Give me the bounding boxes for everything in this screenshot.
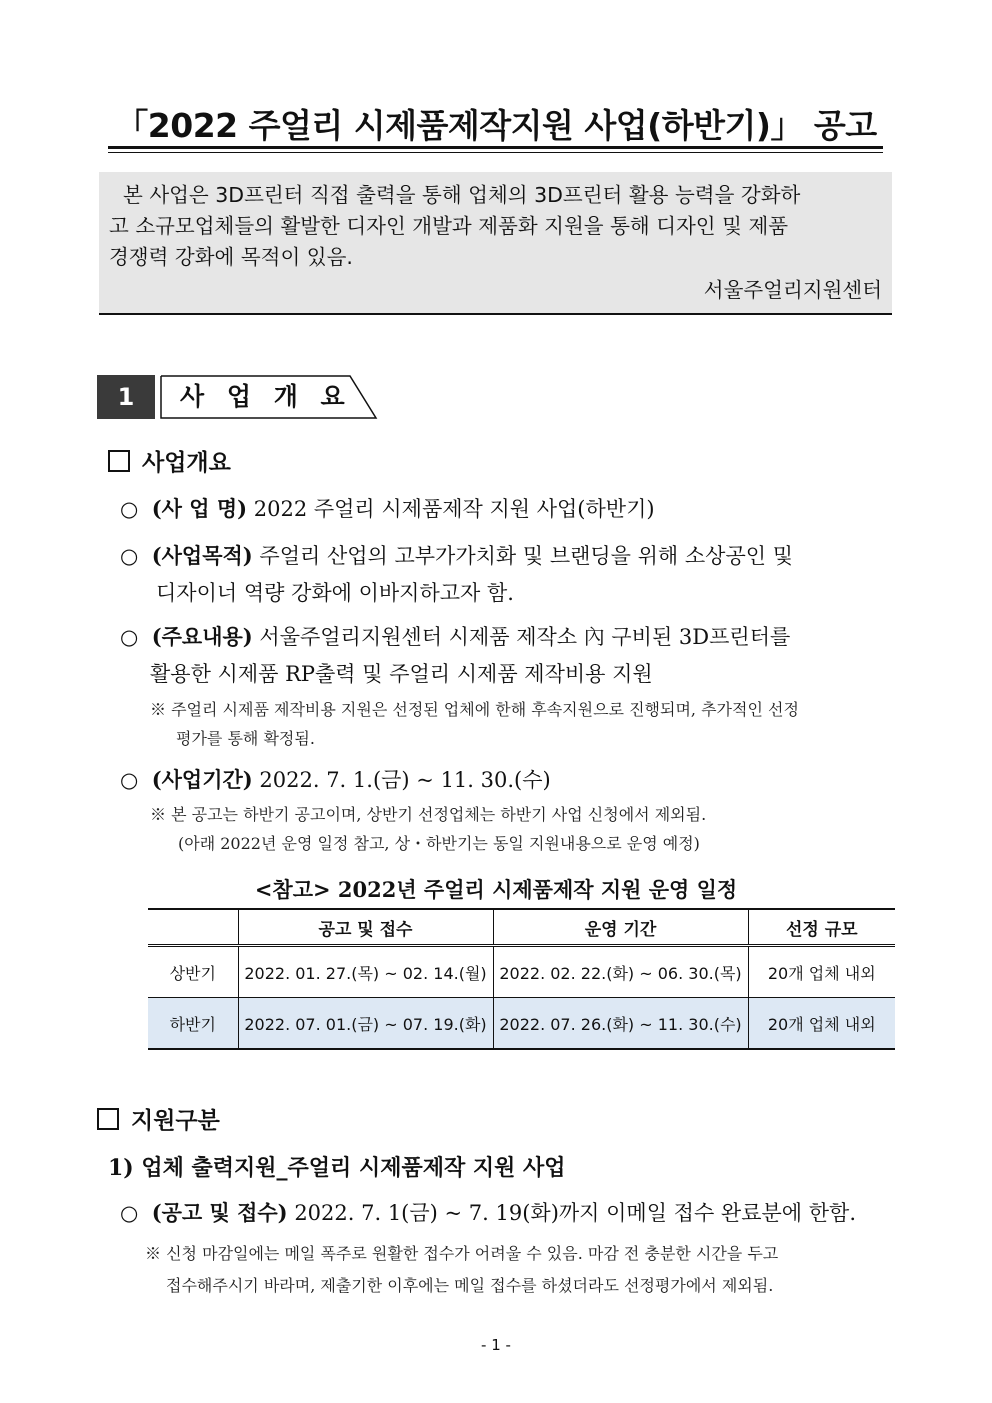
circle-bullet-icon: ○ xyxy=(120,497,139,521)
summary-organization: 서울주얼리지원센터 xyxy=(703,278,882,302)
header-announcement: 공고 및 접수 xyxy=(238,909,493,946)
support-item-receipt xyxy=(120,1197,856,1227)
row-half: 상반기 xyxy=(148,946,238,998)
summary-line-3: 경쟁력 강화에 목적이 있음. xyxy=(109,245,353,269)
note-period-line-1: ※ 본 공고는 하반기 공고이며, 상반기 선정업체는 하반기 사업 신청에서 제외됨. xyxy=(150,805,707,824)
item-label: (공고 및 접수) xyxy=(151,1200,288,1225)
item-text: 2022. 7. 1.(금) ~ 11. 30.(수) xyxy=(259,768,551,792)
support-sub-heading: 1) 업체 출력지원_주얼리 시제품제작 지원 사업 xyxy=(108,1155,566,1181)
summary-box xyxy=(99,172,892,315)
overview-item-period xyxy=(120,764,551,794)
table-header-row xyxy=(148,909,895,946)
table-row xyxy=(148,998,895,1050)
row-operation-period: 2022. 07. 26.(화) ~ 11. 30.(수) xyxy=(493,998,748,1050)
item-label: (사업기간) xyxy=(151,767,253,792)
circle-bullet-icon: ○ xyxy=(120,1201,139,1225)
support-note-line-1: ※ 신청 마감일에는 메일 폭주로 원활한 접수가 어려울 수 있음. 마감 전 충분한 시간을 두고 xyxy=(145,1244,779,1263)
item-label: (사 업 명) xyxy=(151,496,248,521)
note-content-line-1: ※ 주얼리 시제품 제작비용 지원은 선정된 업체에 한해 후속지원으로 진행되며, 추가적인 선정 xyxy=(150,700,799,719)
schedule-title: <참고> 2022년 주얼리 시제품제작 지원 운영 일정 xyxy=(254,877,738,902)
header-selection-scale: 선정 규모 xyxy=(748,909,895,946)
row-announcement: 2022. 01. 27.(목) ~ 02. 14.(월) xyxy=(238,946,493,998)
note-period-line-2: (아래 2022년 운영 일정 참고, 상・하반기는 동일 지원내용으로 운영 예정) xyxy=(178,834,700,853)
row-operation-period: 2022. 02. 22.(화) ~ 06. 30.(목) xyxy=(493,946,748,998)
checkbox-square-icon xyxy=(108,450,130,472)
item-label: (주요내용) xyxy=(151,624,253,649)
item-text: 2022 주얼리 시제품제작 지원 사업(하반기) xyxy=(253,497,655,521)
support-note-line-2: 접수해주시기 바라며, 제출기한 이후에는 메일 접수를 하셨더라도 선정평가에서 제외됨. xyxy=(166,1276,774,1295)
title-rule-thick xyxy=(108,146,883,149)
overview-item-purpose-cont: 디자이너 역량 강화에 이바지하고자 함. xyxy=(156,581,514,605)
section-number: 1 xyxy=(97,375,155,419)
section-label: 사 업 개 요 xyxy=(180,382,352,411)
summary-line-2: 고 소규모업체들의 활발한 디자인 개발과 제품화 지원을 통해 디자인 및 제품 xyxy=(109,214,789,238)
header-empty xyxy=(148,909,238,946)
item-text: 서울주얼리지원센터 시제품 제작소 內 구비된 3D프린터를 xyxy=(259,625,791,649)
support-heading-text: 지원구분 xyxy=(131,1107,220,1134)
overview-heading-text: 사업개요 xyxy=(142,449,231,476)
schedule-table xyxy=(148,908,895,1050)
summary-line-1: 본 사업은 3D프린터 직접 출력을 통해 업체의 3D프린터 활용 능력을 강화하 xyxy=(123,183,801,207)
page-title: 「2022 주얼리 시제품제작지원 사업(하반기)」 공고 xyxy=(115,106,877,145)
overview-item-content-cont: 활용한 시제품 RP출력 및 주얼리 시제품 제작비용 지원 xyxy=(150,662,653,686)
table-row xyxy=(148,946,895,998)
checkbox-square-icon xyxy=(97,1108,119,1130)
item-text: 주얼리 산업의 고부가가치화 및 브랜딩을 위해 소상공인 및 xyxy=(259,544,793,568)
row-half: 하반기 xyxy=(148,998,238,1050)
note-content-line-2: 평가를 통해 확정됨. xyxy=(176,729,315,748)
circle-bullet-icon: ○ xyxy=(120,544,139,568)
circle-bullet-icon: ○ xyxy=(120,625,139,649)
overview-item-content xyxy=(120,621,790,651)
row-announcement: 2022. 07. 01.(금) ~ 07. 19.(화) xyxy=(238,998,493,1050)
page-number: - 1 - xyxy=(481,1336,511,1354)
circle-bullet-icon: ○ xyxy=(120,768,139,792)
section-tab xyxy=(160,375,380,419)
overview-item-name xyxy=(120,493,655,523)
title-rule-thin xyxy=(108,152,883,153)
item-text: 2022. 7. 1(금) ~ 7. 19(화)까지 이메일 접수 완료분에 한함. xyxy=(294,1201,856,1225)
row-selection-scale: 20개 업체 내외 xyxy=(748,946,895,998)
overview-heading xyxy=(108,444,231,477)
row-selection-scale: 20개 업체 내외 xyxy=(748,998,895,1050)
item-label: (사업목적) xyxy=(151,543,253,568)
overview-item-purpose xyxy=(120,540,793,570)
support-heading xyxy=(97,1102,220,1135)
header-operation-period: 운영 기간 xyxy=(493,909,748,946)
